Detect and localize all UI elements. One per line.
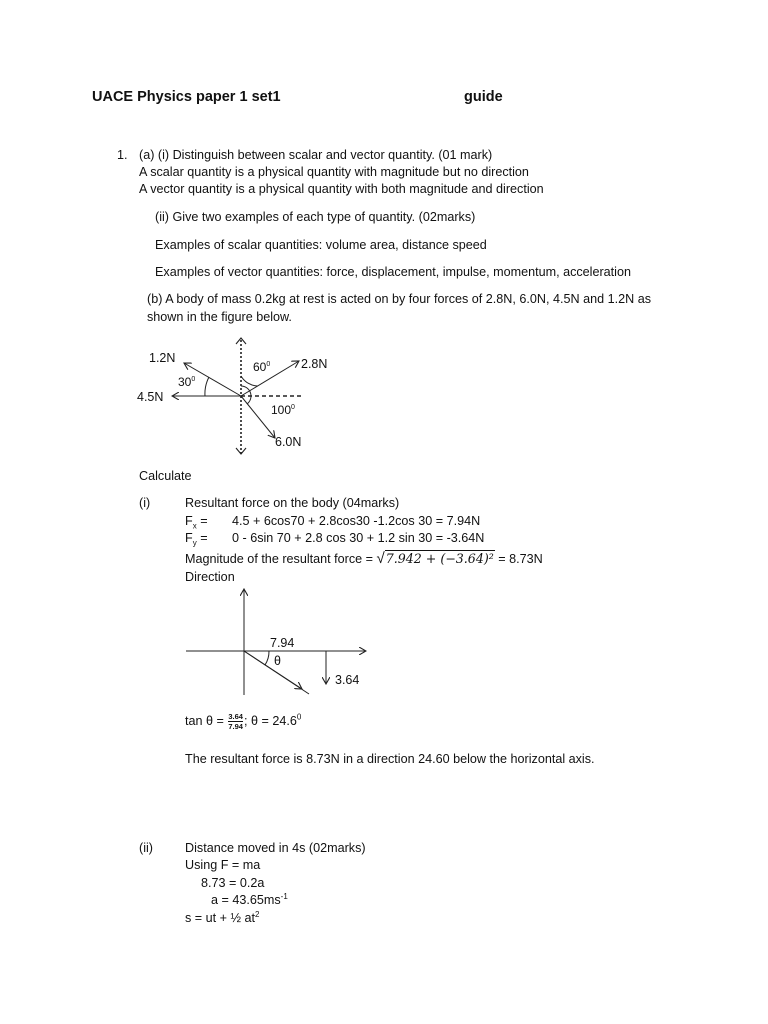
label-1-2n: 1.2N: [149, 351, 176, 365]
scalar-definition: A scalar quantity is a physical quantity with magnitude but no direction: [139, 165, 529, 179]
part-i-label: (i): [139, 496, 151, 510]
fx-expression: 4.5 + 6cos70 + 2.8cos30 -1.2cos 30 = 7.94N: [232, 514, 481, 528]
calculate-label: Calculate: [139, 469, 192, 483]
question-b-line1: (b) A body of mass 0.2kg at rest is acted on by four forces of 2.8N, 6.0N, 4.5N and 1.2N as: [147, 292, 652, 306]
svg-text:300: [178, 375, 195, 389]
tan-fraction: $\frac{3.64}{7.94}$: [228, 712, 243, 731]
x-component-label: 7.94: [270, 636, 295, 650]
theta-label: θ: [274, 654, 281, 668]
equation-1: 8.73 = 0.2a: [201, 876, 265, 890]
svg-text:600: [253, 360, 270, 374]
fy-label: $F_y$ =: [185, 531, 208, 548]
resultant-arrow: [244, 651, 302, 689]
fy-expression: 0 - 6sin 70 + 2.8 cos 30 + 1.2 sin 30 = -3.64N: [232, 531, 485, 545]
svg-text:1.2N: [149, 351, 175, 365]
fx-label: $F_x$ =: [185, 514, 208, 531]
part-ii-label: (ii): [139, 841, 153, 855]
label-angle-30: 30: [178, 375, 192, 389]
guide-label: guide: [464, 89, 503, 105]
part-ii-title: Distance moved in 4s (02marks): [185, 841, 366, 855]
label-2-8n: 2.8N: [301, 357, 328, 371]
equation-2: $a = 43.65ms^{-1}$: [211, 891, 288, 907]
scalar-examples: Examples of scalar quantities: volume area, distance speed: [155, 238, 487, 252]
degree-100: 0: [291, 404, 295, 411]
tan-theta-line: tan θ = $\frac{3.64}{7.94}$ ; $\theta = 24.6^0$: [185, 712, 302, 731]
svg-text:3.64: [335, 673, 359, 687]
part-i-title: Resultant force on the body (04marks): [185, 496, 400, 510]
degree-60: 0: [266, 361, 271, 368]
equation-3: s = ut + ½ $at^2$: [185, 909, 260, 925]
label-angle-100: 100: [271, 403, 292, 417]
magnitude-line: Magnitude of the resultant force = √7.942 + (−3.64)² = 8.73N: [185, 550, 543, 567]
force-diagram: [135, 330, 345, 460]
svg-text:7.94: [270, 636, 294, 650]
vector-examples: Examples of vector quantities: force, displacement, impulse, momentum, acceleration: [155, 265, 631, 279]
force-6-0n-arrow: [241, 396, 275, 438]
question-b-line2: shown in the figure below.: [147, 310, 292, 324]
y-component-label: 3.64: [335, 673, 360, 687]
angle-60-arc: [241, 376, 258, 386]
label-angle-60: 60: [253, 360, 267, 374]
svg-text:1000: [271, 403, 295, 417]
direction-label: Direction: [185, 570, 235, 584]
magnitude-sqrt: 7.942 + (−3.64)²: [385, 551, 494, 566]
vector-definition: A vector quantity is a physical quantity with both magnitude and direction: [139, 182, 544, 196]
using-formula: Using F = ma: [185, 858, 261, 872]
svg-text:4.5N: [137, 390, 163, 404]
direction-diagram: [180, 585, 375, 710]
question-a-i: (a) (i) Distinguish between scalar and vector quantity. (01 mark): [139, 148, 493, 162]
angle-30-arc: [205, 377, 209, 396]
svg-text:θ: [274, 654, 281, 668]
svg-text:2.8N: [301, 357, 327, 371]
question-a-ii: (ii) Give two examples of each type of quantity. (02marks): [155, 210, 476, 224]
page-title: UACE Physics paper 1 set1: [92, 89, 281, 105]
svg-text:6.0N: [275, 435, 301, 449]
label-4-5n: 4.5N: [137, 390, 164, 404]
conclusion-text: The resultant force is 8.73N in a direction 24.60 below the horizontal axis.: [185, 752, 595, 766]
theta-arc: [265, 651, 269, 665]
label-6-0n: 6.0N: [275, 435, 302, 449]
degree-30: 0: [191, 376, 196, 383]
question-number: 1.: [117, 148, 128, 162]
